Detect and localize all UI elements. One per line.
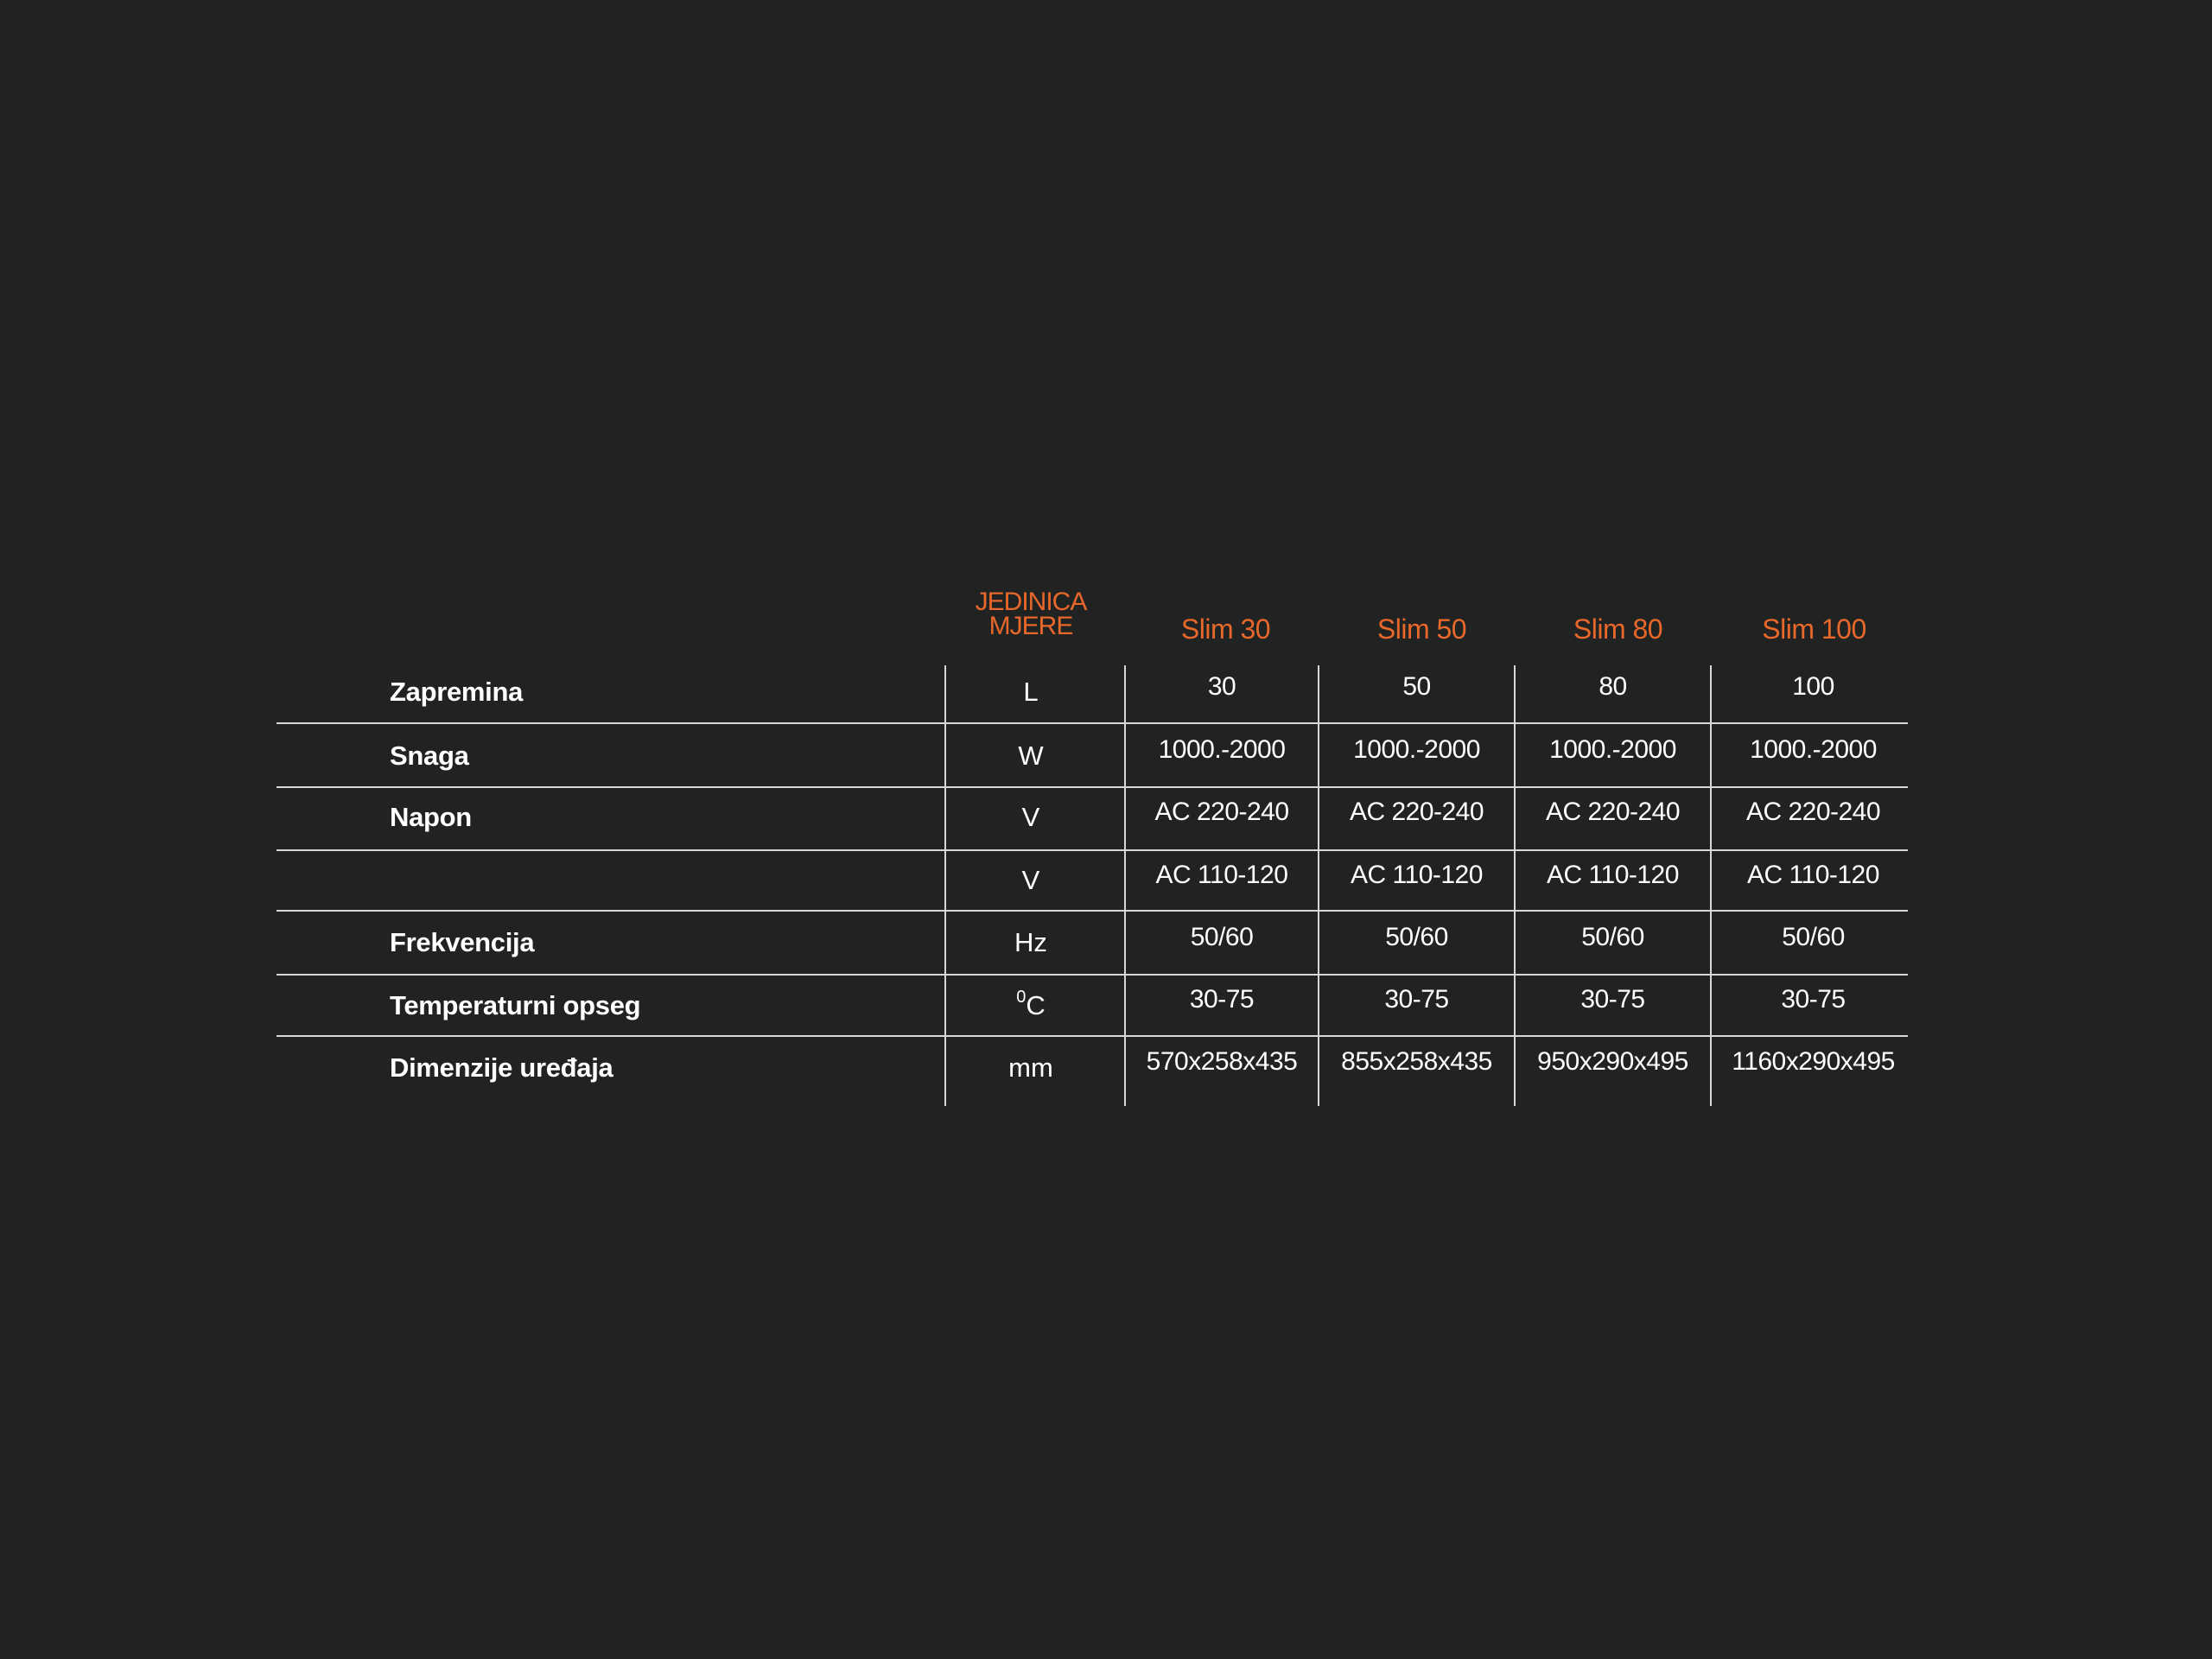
table-cell: 1000.-2000 (1353, 735, 1480, 764)
row-divider (276, 722, 1908, 724)
table-cell: 30-75 (1580, 985, 1645, 1014)
table-cell: 30-75 (1189, 985, 1255, 1014)
row-label-zapremina: Zapremina (390, 677, 524, 707)
table-cell: AC 110-120 (1155, 861, 1288, 889)
model-header-slim-30: Slim 30 (1180, 613, 1271, 645)
unit-cell: W (1018, 741, 1044, 771)
model-header-slim-50: Slim 50 (1376, 613, 1467, 645)
table-cell: AC 110-120 (1351, 861, 1483, 889)
table-cell: 570x258x435 (1146, 1047, 1298, 1076)
table-cell: AC 220-240 (1745, 798, 1881, 826)
row-divider (276, 786, 1908, 788)
unit-cell: mm (1008, 1052, 1053, 1083)
row-divider (276, 1035, 1908, 1037)
table-cell: AC 220-240 (1545, 798, 1681, 826)
unit-text: C (1026, 990, 1046, 1020)
table-cell: 30-75 (1384, 985, 1449, 1014)
table-cell: 80 (1599, 672, 1627, 701)
unit-cell: V (1021, 802, 1040, 832)
row-label-frekvencija: Frekvencija (390, 927, 535, 957)
unit-column-header (944, 590, 1117, 639)
table-cell: 50/60 (1190, 923, 1254, 951)
table-cell: AC 110-120 (1747, 861, 1879, 889)
row-divider (276, 910, 1908, 912)
table-cell: 50/60 (1581, 923, 1644, 951)
table-cell: AC 110-120 (1547, 861, 1679, 889)
unit-cell: L (1023, 677, 1039, 707)
row-divider (276, 974, 1908, 976)
row-divider (276, 849, 1908, 851)
table-cell: 950x290x495 (1537, 1047, 1688, 1076)
table-cell: 1000.-2000 (1750, 735, 1877, 764)
model-header-slim-100: Slim 100 (1762, 613, 1866, 645)
table-cell: AC 220-240 (1349, 798, 1484, 826)
table-cell: 50/60 (1385, 923, 1448, 951)
table-cell: 30-75 (1781, 985, 1846, 1014)
unit-header-line1: JEDINICA (975, 588, 1087, 616)
table-cell: 100 (1792, 672, 1834, 701)
unit-cell: Hz (1014, 927, 1047, 957)
row-label-snaga: Snaga (390, 741, 469, 771)
row-label-temperaturni-opseg: Temperaturni opseg (390, 990, 641, 1020)
table-cell: 855x258x435 (1341, 1047, 1492, 1076)
degree-superscript: 0 (1016, 988, 1027, 1007)
table-cell: 1000.-2000 (1549, 735, 1676, 764)
table-cell: AC 220-240 (1154, 798, 1289, 826)
unit-header-line2: MJERE (988, 612, 1073, 640)
unit-cell (944, 988, 1117, 1023)
table-cell: 30 (1207, 672, 1236, 701)
unit-cell: V (1021, 865, 1040, 895)
table-cell: 1000.-2000 (1158, 735, 1286, 764)
table-cell: 1160x290x495 (1732, 1047, 1895, 1076)
model-header-slim-80: Slim 80 (1573, 613, 1663, 645)
table-cell: 50/60 (1782, 923, 1845, 951)
table-cell: 50 (1402, 672, 1431, 701)
row-label-napon: Napon (390, 802, 472, 832)
row-label-dimenzije-uredjaja: Dimenzije uređaja (390, 1052, 613, 1083)
